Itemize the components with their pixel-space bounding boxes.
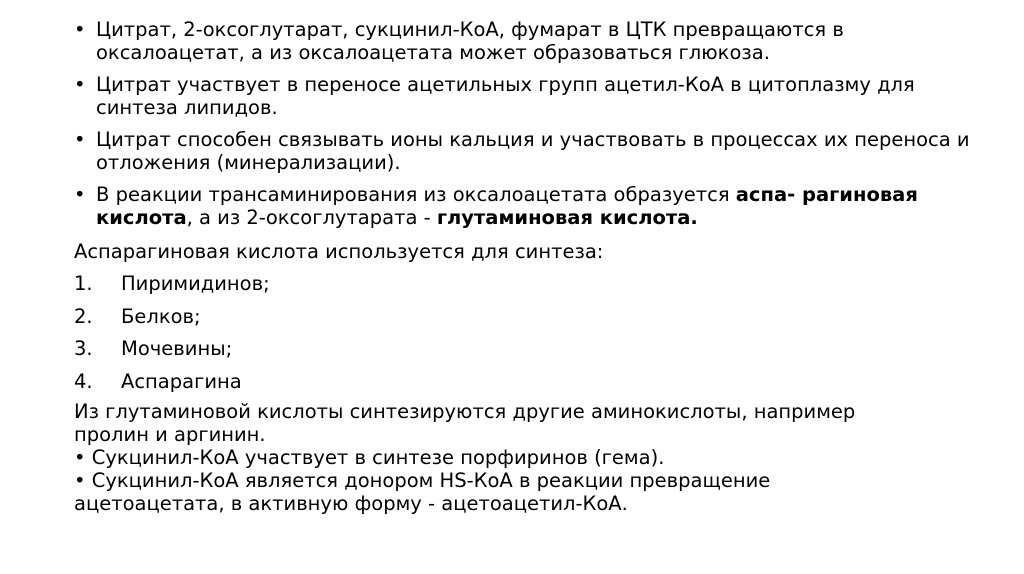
- closing-line: ацетоацетата, в активную форму - ацетоацетил-КоА.: [74, 492, 628, 515]
- numbered-marker: 1.: [74, 272, 93, 295]
- bullet-text: Цитрат участвует в переносе ацетильных групп ацетил-КоА в цитоплазму для синтеза липидов.: [96, 73, 915, 119]
- numbered-text: Пиримидинов;: [121, 272, 270, 295]
- glutamic-acid-bold: глутаминовая кислота.: [436, 206, 698, 229]
- bullet-marker: •: [74, 73, 86, 96]
- bullet-marker: •: [74, 128, 86, 151]
- numbered-text: Мочевины;: [121, 337, 233, 360]
- closing-paragraph: [74, 400, 974, 515]
- closing-line: • Сукцинил-КоА является донором HS-КоА в реакции превращение: [74, 469, 771, 492]
- numbered-marker: 3.: [74, 337, 93, 360]
- bullet-marker: •: [74, 18, 86, 41]
- numbered-marker: 4.: [74, 369, 93, 393]
- bullet-list: [74, 18, 974, 238]
- numbered-text: Белков;: [121, 304, 201, 328]
- bullet-text: В реакции трансаминирования из оксалоацетата образуется: [96, 183, 736, 206]
- bullet-item: [74, 73, 974, 119]
- closing-line: Из глутаминовой кислоты синтезируются другие аминокислоты, например: [74, 400, 856, 423]
- bullet-item: [74, 18, 974, 64]
- aspartic-intro: Аспарагиновая кислота используется для синтеза:: [74, 240, 604, 263]
- bullet-item: [74, 128, 974, 174]
- closing-line: • Сукцинил-КоА участвует в синтезе порфиринов (гема).: [74, 446, 665, 469]
- bullet-item: [74, 183, 974, 229]
- bullet-text: Цитрат способен связывать ионы кальция и участвовать в процессах их переноса и отложения (минерализации).: [96, 128, 970, 174]
- bullet-text: , а из 2-оксоглутарата -: [186, 206, 437, 229]
- bullet-marker: •: [74, 183, 86, 206]
- bullet-text: Цитрат, 2-оксоглутарат, сукцинил-КоА, фумарат в ЦТК превращаются в оксалоацетат, а из оксалоацетата может образоваться глюкоза.: [96, 18, 844, 64]
- numbered-marker: 2.: [74, 304, 93, 328]
- numbered-text: Аспарагина: [121, 369, 242, 393]
- closing-line: пролин и аргинин.: [74, 423, 266, 446]
- aspartic-acid-bold: аспа- рагиновая кислота: [96, 183, 918, 229]
